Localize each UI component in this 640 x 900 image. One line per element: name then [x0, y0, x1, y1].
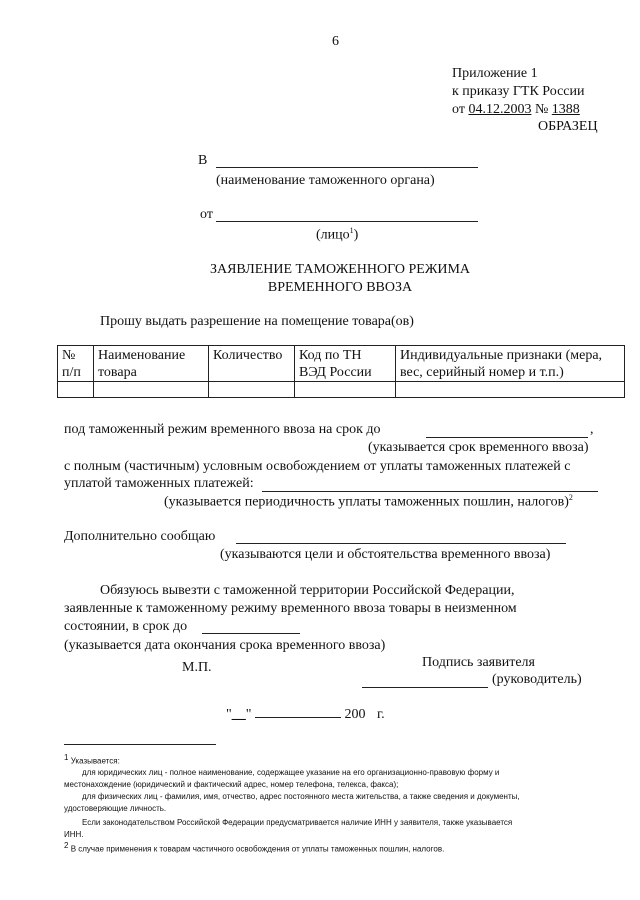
table-cell[interactable]: [209, 382, 295, 398]
date-day-field[interactable]: __: [231, 707, 246, 722]
table-header-row: [58, 346, 625, 382]
regime-text: под таможенный режим временного ввоза на срок до: [64, 422, 381, 437]
footnote-1-individual-line2: удостоверяющие личность.: [64, 804, 167, 813]
customs-body-caption: (наименование таможенного органа): [216, 173, 435, 188]
from-prefix: от: [200, 207, 213, 222]
footnote-1-individual-line1: для физических лиц - фамилия, имя, отчество, адрес постоянного места жительства, а также сведения и документы,: [82, 792, 520, 801]
exemption-line1: с полным (частичным) условным освобождением от уплаты таможенных платежей с: [64, 459, 571, 474]
additional-caption: (указываются цели и обстоятельства временного ввоза): [220, 547, 551, 562]
applicant-field[interactable]: [216, 221, 478, 222]
footnote-1-inn-line2: ИНН.: [64, 830, 84, 839]
additional-text: Дополнительно сообщаю: [64, 529, 216, 544]
col-code-header: Код по ТН ВЭД России: [295, 346, 396, 382]
exemption-field[interactable]: [262, 491, 598, 492]
regime-comma: ,: [590, 422, 594, 437]
footnote-1-title: 1 Указывается:: [64, 753, 120, 766]
col-number-header: № п/п: [58, 346, 94, 382]
signature-field[interactable]: [362, 687, 488, 688]
sample-label: ОБРАЗЕЦ: [538, 119, 598, 134]
to-prefix: В: [198, 153, 208, 168]
request-text: Прошу выдать разрешение на помещение товара(ов): [100, 314, 414, 329]
date-month-field[interactable]: [255, 705, 341, 718]
customs-body-field[interactable]: [216, 167, 478, 168]
table-cell[interactable]: [58, 382, 94, 398]
table-cell[interactable]: [94, 382, 209, 398]
col-features-header: Индивидуальные признаки (мера, вес, серийный номер и т.п.): [396, 346, 625, 382]
oblige-line3: состоянии, в срок до: [64, 619, 188, 634]
footnote-1-legal-line2: местонахождение (юридический и фактический адрес, номер телефона, телекса, факса);: [64, 780, 399, 789]
col-quantity-header: Количество: [209, 346, 295, 382]
goods-table: [57, 345, 625, 398]
oblige-line1: Обязуюсь вывезти с таможенной территории Российской Федерации,: [100, 583, 515, 598]
date-year: 200: [344, 707, 366, 722]
order-date: 04.12.2003: [468, 102, 532, 117]
footnote-1-legal-line1: для юридических лиц - полное наименование, содержащее указание на его организационно-правовую форму и: [82, 768, 500, 777]
regime-period-field[interactable]: [426, 437, 588, 438]
footnote-2: 2 В случае применения к товарам частичного освобождения от уплаты таможенных пошлин, налогов.: [64, 841, 445, 854]
appendix-line1: Приложение 1: [452, 66, 538, 81]
exemption-caption: (указывается периодичность уплаты таможенных пошлин, налогов)$^2$: [164, 493, 573, 510]
date-line: "__" 200 г.: [226, 707, 385, 722]
signature-label: Подпись заявителя: [422, 655, 535, 670]
stamp-label: М.П.: [182, 660, 212, 675]
export-deadline-field[interactable]: [202, 633, 300, 634]
col-name-header: Наименование товара: [94, 346, 209, 382]
number-prefix: №: [534, 102, 549, 117]
table-cell[interactable]: [396, 382, 625, 398]
date-prefix: от: [452, 102, 465, 117]
additional-field[interactable]: [236, 543, 566, 544]
appendix-date-row: [452, 102, 592, 118]
date-suffix: г.: [376, 707, 385, 722]
signature-role: (руководитель): [492, 672, 582, 687]
appendix-line2: к приказу ГТК России: [452, 84, 585, 99]
document-title-line1: ЗАЯВЛЕНИЕ ТАМОЖЕННОГО РЕЖИМА: [209, 262, 471, 277]
oblige-line2: заявленные к таможенному режиму временного ввоза товары в неизменном: [64, 601, 517, 616]
footnote-1-inn-line1: Если законодательством Российской Федерации предусматривается наличие ИНН у заявителя, также указывается: [82, 818, 513, 827]
page-number: 6: [332, 34, 339, 49]
exemption-line2: уплатой таможенных платежей:: [64, 476, 254, 491]
footnote-separator: [64, 744, 216, 745]
table-cell[interactable]: [295, 382, 396, 398]
oblige-caption: (указывается дата окончания срока временного ввоза): [64, 638, 386, 653]
regime-caption: (указывается срок временного ввоза): [368, 440, 589, 455]
table-row: [58, 382, 625, 398]
document-title-line2: ВРЕМЕННОГО ВВОЗА: [267, 280, 413, 295]
order-number: 1388: [551, 102, 580, 117]
applicant-caption: (лицо$^1$): [316, 226, 359, 243]
